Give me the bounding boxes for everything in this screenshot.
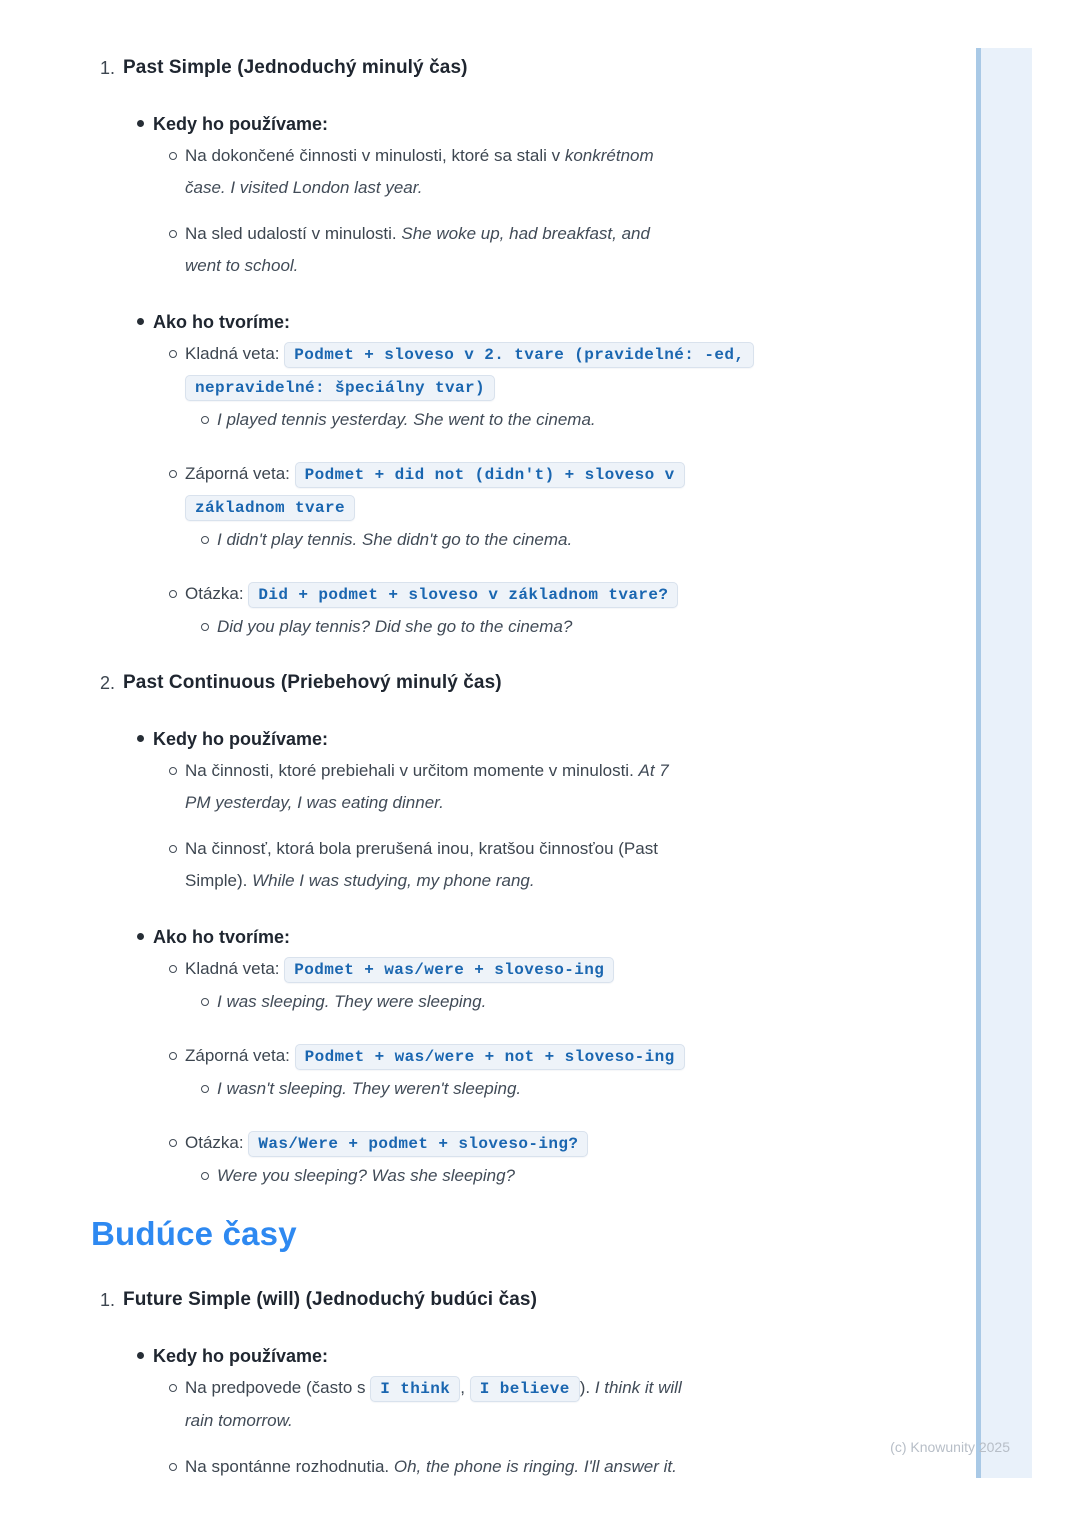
text-run: ,	[460, 1378, 470, 1397]
list-item-text	[185, 1451, 945, 1483]
list-item-text	[217, 986, 945, 1018]
list-item-text	[217, 524, 945, 556]
text-run: Otázka:	[185, 1133, 249, 1152]
inline-code-chip: Podmet + was/were + not + sloveso-ing	[295, 1044, 685, 1070]
example-list-item	[100, 1073, 945, 1105]
next-page-edge-strip[interactable]	[976, 48, 1032, 1478]
numbered-item-title: Past Simple (Jednoduchý minulý čas)	[123, 57, 468, 78]
circle-ring-icon	[169, 767, 177, 775]
bullet-label: Kedy ho používame:	[153, 114, 329, 134]
numbered-list-item	[100, 1284, 945, 1316]
list-item-text	[185, 833, 945, 897]
circle-bullet-icon	[169, 953, 185, 973]
numbered-list-item	[100, 667, 945, 699]
sub-list-item	[100, 755, 945, 819]
circle-ring-icon	[169, 1052, 177, 1060]
italic-run: Were you sleeping? Was she sleeping?	[217, 1166, 515, 1185]
italic-run: I didn't play tennis. She didn't go to the cinema.	[217, 530, 573, 549]
circle-bullet-icon	[169, 458, 185, 478]
list-item-text	[217, 1160, 945, 1192]
text-run: Na sled udalostí v minulosti.	[185, 224, 402, 243]
circle-bullet-icon	[169, 140, 185, 160]
italic-run: I think it will	[594, 1378, 682, 1397]
example-list-item	[100, 524, 945, 556]
text-run: Kladná veta:	[185, 344, 285, 363]
bullet-dot-icon	[137, 933, 144, 940]
italic-run: konkrétnom	[564, 146, 654, 165]
bullet-icon	[137, 1340, 153, 1359]
circle-ring-icon	[201, 416, 209, 424]
text-run: Na činnosti, ktoré prebiehali v určitom momente v minulosti.	[185, 761, 639, 780]
numbered-list-item	[100, 52, 945, 84]
circle-ring-icon	[169, 590, 177, 598]
bullet-icon	[137, 723, 153, 742]
numbered-item-title: Past Continuous (Priebehový minulý čas)	[123, 672, 502, 693]
bullet-icon	[137, 108, 153, 127]
text-run: Simple).	[185, 871, 253, 890]
section-heading: Budúce časy	[91, 1215, 297, 1252]
circle-bullet-icon	[201, 524, 217, 544]
circle-bullet-icon	[169, 1451, 185, 1471]
circle-ring-icon	[169, 1384, 177, 1392]
circle-bullet-icon	[201, 986, 217, 1006]
text-run: Na dokončené činnosti v minulosti, ktoré sa stali v	[185, 146, 565, 165]
circle-ring-icon	[169, 470, 177, 478]
circle-bullet-icon	[169, 1127, 185, 1147]
bullet-list-item	[100, 1340, 945, 1372]
sub-list-item	[100, 140, 945, 204]
circle-bullet-icon	[169, 1372, 185, 1392]
sub-list-item	[100, 338, 945, 404]
circle-bullet-icon	[201, 1073, 217, 1093]
italic-run: Oh, the phone is ringing. I'll answer it.	[393, 1457, 677, 1476]
circle-bullet-icon	[201, 611, 217, 631]
bullet-icon	[137, 921, 153, 940]
list-item-text	[185, 578, 945, 611]
circle-ring-icon	[201, 998, 209, 1006]
circle-bullet-icon	[201, 404, 217, 424]
sub-list-item	[100, 1040, 945, 1073]
inline-code-chip: Podmet + did not (didn't) + sloveso v základnom tvare	[185, 462, 685, 521]
italic-run: She woke up, had breakfast, and	[401, 224, 650, 243]
italic-run: I was sleeping. They were sleeping.	[217, 992, 487, 1011]
numbered-item-title: Future Simple (will) (Jednoduchý budúci čas)	[123, 1289, 537, 1310]
text-run: Záporná veta:	[185, 1046, 295, 1065]
circle-bullet-icon	[169, 338, 185, 358]
bullet-dot-icon	[137, 120, 144, 127]
text-run: Na predpovede (často s	[185, 1378, 371, 1397]
circle-bullet-icon	[201, 1160, 217, 1180]
circle-bullet-icon	[169, 833, 185, 853]
list-item-text	[217, 1073, 945, 1105]
list-item-text	[185, 218, 945, 282]
inline-code-chip: I believe	[470, 1376, 580, 1402]
bullet-list-item	[100, 108, 945, 140]
text-run: ).	[579, 1378, 595, 1397]
inline-code-chip: Was/Were + podmet + sloveso-ing?	[248, 1131, 588, 1157]
bullet-list-item	[100, 921, 945, 953]
bullet-label: Ako ho tvoríme:	[153, 927, 291, 947]
list-item-text	[185, 338, 945, 404]
bullet-label: Kedy ho používame:	[153, 729, 329, 749]
italic-run: While I was studying, my phone rang.	[252, 871, 535, 890]
list-item-text	[185, 458, 945, 524]
circle-ring-icon	[201, 623, 209, 631]
list-item-text	[185, 953, 945, 986]
circle-ring-icon	[169, 350, 177, 358]
example-list-item	[100, 611, 945, 643]
list-number: 1.	[100, 1290, 116, 1310]
bullet-label: Kedy ho používame:	[153, 1346, 329, 1366]
circle-ring-icon	[201, 536, 209, 544]
bullet-label: Ako ho tvoríme:	[153, 312, 291, 332]
sub-list-item	[100, 1372, 945, 1437]
list-item-text	[185, 1127, 945, 1160]
italic-run: PM yesterday, I was eating dinner.	[185, 793, 444, 812]
list-item-text	[185, 755, 945, 819]
circle-bullet-icon	[169, 218, 185, 238]
text-run: Kladná veta:	[185, 959, 285, 978]
circle-ring-icon	[169, 845, 177, 853]
list-item-text	[185, 1040, 945, 1073]
sub-list-item	[100, 1127, 945, 1160]
text-run: Záporná veta:	[185, 464, 295, 483]
list-item-text	[217, 404, 945, 436]
example-list-item	[100, 1160, 945, 1192]
circle-bullet-icon	[169, 755, 185, 775]
sub-list-item	[100, 1451, 945, 1483]
bullet-list-item	[100, 723, 945, 755]
list-item-text	[217, 611, 945, 643]
inline-code-chip: Podmet + sloveso v 2. tvare (pravidelné: -ed, nepravidelné: špeciálny tvar)	[185, 342, 754, 401]
sub-list-item	[100, 833, 945, 897]
copyright-watermark: (c) Knowunity 2025	[890, 1439, 1010, 1455]
example-list-item	[100, 404, 945, 436]
bullet-list-item	[100, 306, 945, 338]
italic-run: I wasn't sleeping. They weren't sleeping.	[217, 1079, 522, 1098]
circle-ring-icon	[169, 1139, 177, 1147]
circle-ring-icon	[169, 1463, 177, 1471]
inline-code-chip: Podmet + was/were + sloveso-ing	[284, 957, 614, 983]
bullet-icon	[137, 306, 153, 325]
sub-list-item	[100, 953, 945, 986]
circle-ring-icon	[201, 1172, 209, 1180]
list-number: 1.	[100, 58, 116, 78]
bullet-dot-icon	[137, 1352, 144, 1359]
circle-ring-icon	[169, 152, 177, 160]
italic-run: Did you play tennis? Did she go to the cinema?	[217, 617, 573, 636]
italic-run: rain tomorrow.	[185, 1411, 293, 1430]
inline-code-chip: Did + podmet + sloveso v základnom tvare?	[248, 582, 678, 608]
list-number: 2.	[100, 673, 116, 693]
italic-run: went to school.	[185, 256, 299, 275]
italic-run: At 7	[638, 761, 669, 780]
bullet-dot-icon	[137, 318, 144, 325]
list-item-text	[185, 140, 945, 204]
example-list-item	[100, 986, 945, 1018]
list-item-text	[185, 1372, 945, 1437]
circle-ring-icon	[169, 965, 177, 973]
sub-list-item	[100, 578, 945, 611]
text-run: Na spontánne rozhodnutia.	[185, 1457, 394, 1476]
bullet-dot-icon	[137, 735, 144, 742]
circle-bullet-icon	[169, 1040, 185, 1060]
text-run: Otázka:	[185, 584, 249, 603]
italic-run: čase. I visited London last year.	[185, 178, 423, 197]
italic-run: I played tennis yesterday. She went to the cinema.	[217, 410, 596, 429]
document-content	[91, 52, 945, 1483]
sub-list-item	[100, 458, 945, 524]
text-run: Na činnosť, ktorá bola prerušená inou, kratšou činnosťou (Past	[185, 839, 658, 858]
sub-list-item	[100, 218, 945, 282]
circle-ring-icon	[201, 1085, 209, 1093]
circle-bullet-icon	[169, 578, 185, 598]
inline-code-chip: I think	[370, 1376, 460, 1402]
circle-ring-icon	[169, 230, 177, 238]
